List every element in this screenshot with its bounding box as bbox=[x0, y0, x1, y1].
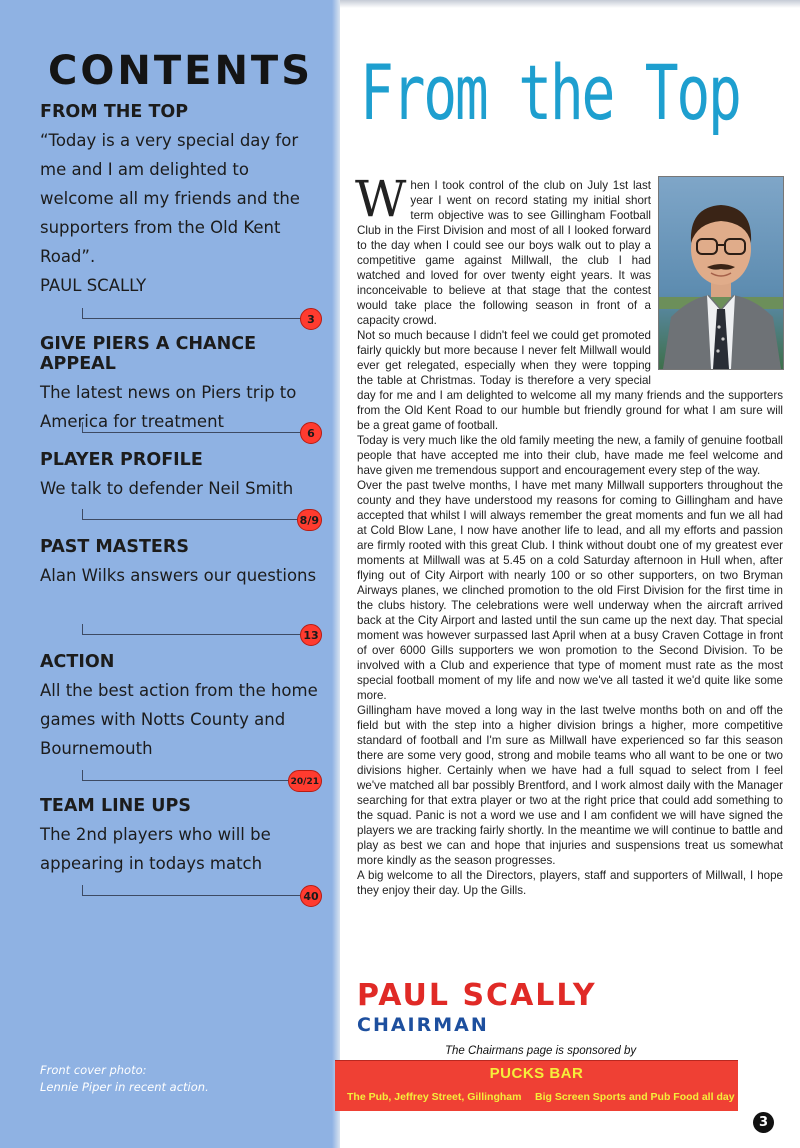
contents-entry-action[interactable] bbox=[40, 652, 320, 763]
page-marker bbox=[82, 308, 322, 330]
article-paragraph: A big welcome to all the Directors, players, staff and supporters of Millwall, I hope they enjoy their day. Up the Gills. bbox=[357, 869, 783, 897]
caption-line: Lennie Piper in recent action. bbox=[40, 1080, 209, 1094]
marker-line bbox=[82, 624, 301, 635]
entry-heading: TEAM LINE UPS bbox=[40, 796, 191, 816]
photo-spacer bbox=[651, 178, 783, 374]
contents-entry-player-profile[interactable] bbox=[40, 450, 320, 503]
page-fold-shadow bbox=[332, 0, 340, 1148]
contents-title: CONTENTS bbox=[48, 48, 314, 94]
sponsor-address: The Pub, Jeffrey Street, Gillingham bbox=[347, 1091, 522, 1103]
sponsor-banner[interactable] bbox=[335, 1060, 738, 1111]
first-paragraph-text: hen I took control of the club on July 1st last year I went on record stating my initial short term objective was to see Gillingham Football Club in the First Division and most of all I looked forward to the day when I could see our boys walk out to play a competitive game against Millwall, the club I had watched and loved for over twenty eight years. It was inconceivable to believe at that stage that the contest would take place the following season in front of a capacity crowd. bbox=[357, 179, 651, 327]
marker-line bbox=[82, 422, 301, 433]
drop-cap: W bbox=[355, 170, 407, 228]
article-body bbox=[355, 170, 783, 898]
entry-description: The 2nd players who will be appearing in todays match bbox=[40, 825, 271, 873]
entry-heading: GIVE PIERS A CHANCE APPEAL bbox=[40, 334, 257, 374]
page-badge[interactable]: 20/21 bbox=[288, 770, 322, 792]
page-marker bbox=[82, 624, 322, 646]
article-title: From the Top bbox=[360, 48, 740, 137]
entry-heading: ACTION bbox=[40, 652, 115, 672]
article-paragraph: Today is very much like the old family meeting the new, a family of genuine football people that have accepted me into their club, have made me feel welcome and have given me tremendous support and encouragement every step of the way. bbox=[357, 434, 783, 477]
contents-entry-give-piers-a-chance[interactable] bbox=[40, 334, 320, 436]
sponsored-by-label: The Chairmans page is sponsored by bbox=[445, 1045, 637, 1057]
marker-line bbox=[82, 885, 301, 896]
marker-line bbox=[82, 509, 301, 520]
contents-entry-past-masters[interactable] bbox=[40, 537, 320, 590]
page-badge[interactable]: 40 bbox=[300, 885, 322, 907]
page-number-badge: 3 bbox=[753, 1112, 774, 1133]
article-paragraph: Gillingham have moved a long way in the last twelve months both on and off the field but with the step into a higher division brings a higher, more competitive standard of football and I'm sure as Millwall have experienced so far this season there are some very good, strong and mobile teams who all want to be one or two divisions higher. Certainly when we have had a full squad to select from I feel we've matched all bar possibly Brentford, and I work almost daily with the Manager searching for that extra player or two at the right price that could add something to the squad. Panic is not a word we use and I am confident we will have signed the players we are tracking fairly shortly. In the meantime we will continue to battle and play as best we can and hope that injuries and suspensions treat us somewhat more kindly as the season progresses. bbox=[357, 704, 783, 867]
article-paragraph: Not so much because I didn't feel we could get promoted fairly quickly but more because I never felt Millwall would ever get relegated, especially when they were topping the table at Christmas. Today is therefore a very special day for me and I am delighted to welcome all my many friends and the supporters from the Old Kent Road to our humble but friendly ground for what I am sure will be a great game of football. bbox=[357, 329, 783, 432]
entry-description: Alan Wilks answers our questions bbox=[40, 566, 317, 585]
caption-line: Front cover photo: bbox=[40, 1063, 147, 1077]
entry-description: The latest news on Piers trip to America for treatment bbox=[40, 383, 297, 431]
entry-description: We talk to defender Neil Smith bbox=[40, 479, 294, 498]
entry-heading: PLAYER PROFILE bbox=[40, 450, 203, 470]
page-marker bbox=[82, 885, 322, 907]
page-badge[interactable]: 6 bbox=[300, 422, 322, 444]
page-badge[interactable]: 3 bbox=[300, 308, 322, 330]
entry-author: PAUL SCALLY bbox=[40, 276, 147, 295]
page-badge[interactable]: 8/9 bbox=[297, 509, 322, 531]
page-marker bbox=[82, 422, 322, 444]
cover-photo-caption bbox=[40, 1062, 209, 1096]
signature-role: CHAIRMAN bbox=[357, 1014, 489, 1036]
marker-line bbox=[82, 308, 301, 319]
marker-line bbox=[82, 770, 301, 781]
entry-description: All the best action from the home games with Notts County and Bournemouth bbox=[40, 681, 318, 758]
sponsor-tagline: Big Screen Sports and Pub Food all day bbox=[535, 1091, 735, 1103]
sponsor-name: PUCKS BAR bbox=[489, 1065, 584, 1082]
page-badge[interactable]: 13 bbox=[300, 624, 322, 646]
page-marker bbox=[82, 770, 322, 792]
contents-entry-team-line-ups[interactable] bbox=[40, 796, 320, 878]
entry-heading: PAST MASTERS bbox=[40, 537, 189, 557]
entry-heading: FROM THE TOP bbox=[40, 102, 189, 122]
entry-description: “Today is a very special day for me and I am delighted to welcome all my friends and the supporters from the Old Kent Road”. bbox=[40, 131, 300, 266]
top-edge-strip bbox=[340, 0, 800, 8]
page-marker bbox=[82, 509, 322, 531]
article-paragraph: Over the past twelve months, I have met many Millwall supporters throughout the county and they have understood my reasons for coming to Gillingham and have accepted that whilst I will always remember the great moments and fun we all had at Cold Blow Lane, I now have another life to lead, and all my efforts and passion are firmly rooted with this great Club. I think without doubt one of my greatest ever moments at Millwall was at 5.45 on a cold Saturday afternoon in Hull when, after flying out of City Airport with nearly 100 or so other supporters, on two Bryman Airways planes, we clinched promotion to the old First Division for the first time in the clubs history. The celebrations were well underway when the aircraft arrived back at the City Airport and lasted until the sun came up the next day. That special moment was however surpassed last April when at a busy Craven Cottage in front of over 6000 Gills supporters we won promotion to the Second Division. To be involved with a Club and experience that type of moment must rate as the most special football moment of my life and now we've all tasted it we'd quite like some more. bbox=[357, 479, 783, 702]
contents-entry-from-the-top[interactable] bbox=[40, 102, 320, 300]
signature-name: PAUL SCALLY bbox=[357, 978, 597, 1013]
